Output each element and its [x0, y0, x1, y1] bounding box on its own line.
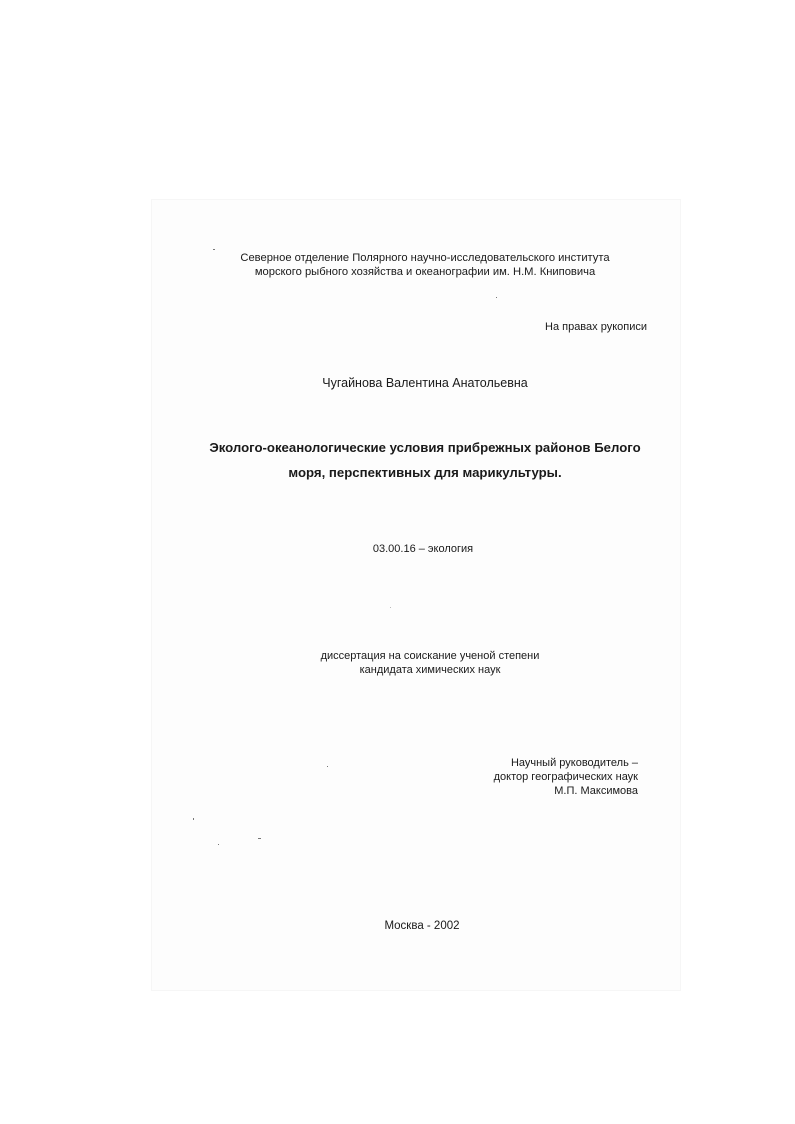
scan-speck: [496, 297, 497, 298]
degree-line1: диссертация на соискание ученой степени: [320, 650, 540, 662]
institute-name-line1: Северное отделение Полярного научно-исследовательского института: [240, 252, 610, 264]
degree-line2: кандидата химических наук: [359, 664, 501, 676]
author-name: Чугайнова Валентина Анатольевна: [322, 376, 528, 390]
dissertation-title-line2: моря, перспективных для марикультуры.: [288, 465, 562, 480]
scan-speck: [327, 766, 328, 767]
institute-name-line2: морского рыбного хозяйства и океанографии им. Н.М. Книповича: [254, 266, 596, 278]
scan-speck: [218, 844, 219, 845]
supervisor-role: Научный руководитель –: [510, 757, 638, 769]
scan-speck: [258, 838, 261, 839]
specialty-code: 03.00.16 – экология: [372, 543, 474, 555]
scan-speck: [213, 249, 215, 250]
supervisor-name: М.П. Максимова: [554, 785, 638, 797]
place-and-year: Москва - 2002: [384, 920, 460, 932]
scan-speck: [390, 607, 391, 608]
rights-note: На правах рукописи: [545, 321, 647, 333]
dissertation-title-line1: Эколого-океанологические условия прибрежных районов Белого: [209, 440, 641, 455]
scanned-page: [152, 200, 680, 990]
supervisor-degree: доктор географических наук: [493, 771, 638, 783]
scan-speck: [193, 818, 194, 820]
